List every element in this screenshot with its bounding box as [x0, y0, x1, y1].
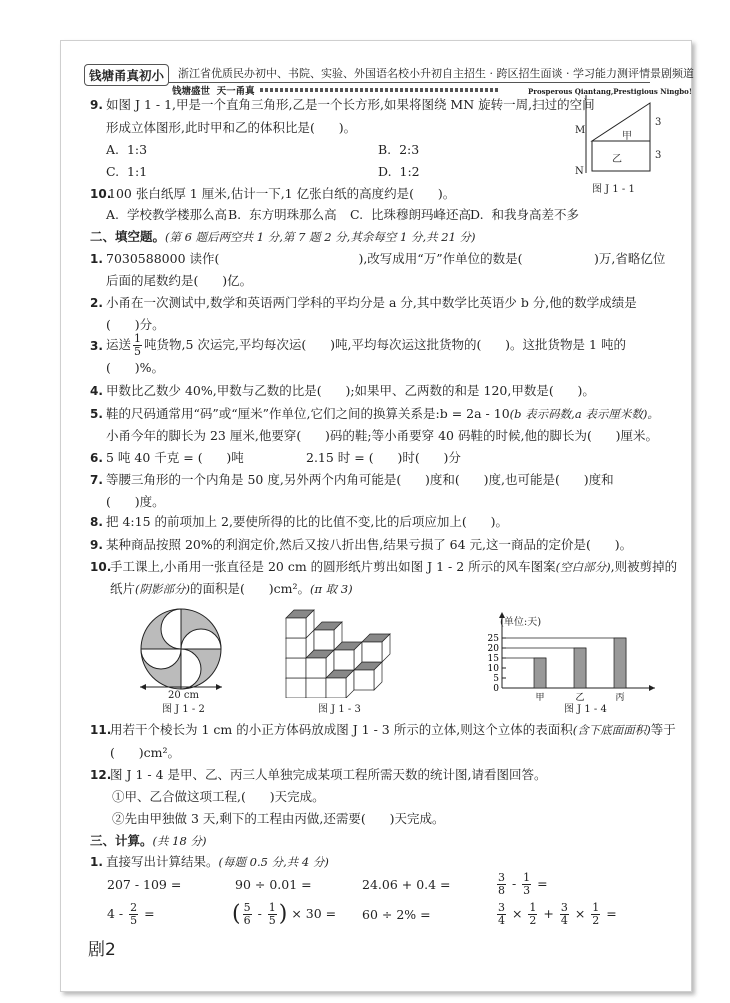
- header-title: 浙江省优质民办初中、书院、实验、外国语名校小升初自主招生 · 跨区招生面谈 · 学习能力测评情景剧频道: [178, 67, 694, 80]
- f1-text-2: 后面的尾数约是( )亿。: [106, 273, 253, 288]
- q9-option-d: D. 1:2: [378, 164, 420, 179]
- fig1-label-m: M: [575, 125, 586, 136]
- section-3-note: (共 18 分): [152, 834, 207, 848]
- numerator: 1: [529, 901, 537, 914]
- calc-1: 207 - 109 =: [107, 877, 182, 892]
- f1-text: 7030588000 读作( ),改写成用“万”作单位的数是( )万,省略亿位: [106, 251, 666, 266]
- f5-note: (b 表示码数,a 表示厘米数)。: [509, 407, 659, 421]
- y-tick-label: 0: [493, 684, 499, 694]
- x-tick-label: 乙: [575, 693, 585, 703]
- fig1-side-2: 3: [655, 150, 662, 161]
- calc-7: 60 ÷ 2% =: [362, 907, 431, 922]
- figure-j1-3-cubes: [280, 608, 404, 698]
- numerator: 3: [498, 871, 505, 884]
- q10-option-c: C. 比珠穆朗玛峰还高: [350, 207, 472, 222]
- section-2-title: 二、填空题。: [90, 229, 166, 244]
- page-number: 剧2: [88, 940, 116, 960]
- chart-title: (单位:天): [500, 617, 542, 628]
- f10-main: 手工课上,小甬用一张直径是 20 cm 的圆形纸片剪出如图 J 1 - 2 所示的风车图案: [110, 559, 556, 574]
- f10-l2a: 纸片: [110, 581, 136, 596]
- bar-guide: [502, 638, 626, 688]
- f7-text-2: ( )度。: [106, 494, 165, 509]
- f7-number: 7.: [90, 473, 103, 487]
- c1-number: 1.: [90, 855, 103, 869]
- f11-note: (含下底面面积): [572, 723, 651, 737]
- f10-note-3: (π 取 3): [309, 582, 353, 596]
- x-axis-arrow: [649, 685, 655, 691]
- f3-fraction: [133, 333, 142, 358]
- f3-post: 吨货物,5 次运完,平均每次运( )吨,平均每次运这批货物的( )。这批货物是 1 吨的: [144, 337, 626, 352]
- f7-text: 等腰三角形的一个内角是 50 度,另外两个内角可能是( )度和( )度,也可能是( )度和: [106, 472, 614, 487]
- q10-option-b: B. 东方明珠那么高: [228, 207, 337, 222]
- calc-8: [495, 896, 617, 932]
- denominator: 5: [268, 914, 276, 927]
- header-logo: 钱塘甬真初小: [84, 64, 169, 86]
- y-tick-label: 25: [487, 634, 499, 644]
- f12-number: 12.: [90, 768, 112, 782]
- f3-text: [106, 330, 626, 360]
- f11-text-2: ( )cm²。: [110, 745, 180, 760]
- c1-note: (每题 0.5 分,共 4 分): [218, 855, 329, 869]
- figure-j1-2-pinwheel: [138, 607, 224, 691]
- bar: [574, 648, 586, 688]
- f6-part-a: 5 吨 40 千克 = ( )吨: [106, 450, 244, 465]
- q10-number: 10.: [90, 187, 112, 201]
- f5-text-2: 小甬今年的脚长为 23 厘米,他要穿( )码的鞋;等小甬要穿 40 码鞋的时候,他的脚长为( )厘米。: [106, 428, 659, 443]
- f4-number: 4.: [90, 384, 103, 398]
- f10-text-2: [110, 581, 353, 597]
- f12-sub-1: ①甲、乙合做这项工程,( )天完成。: [112, 789, 325, 804]
- f9-number: 9.: [90, 538, 103, 552]
- f10-number: 10.: [90, 560, 112, 574]
- f9-text: 某种商品按照 20%的利润定价,然后又按八折出售,结果亏损了 64 元,这一商品的定价是( )。: [106, 537, 633, 552]
- numerator: 5: [243, 901, 251, 914]
- numerator: 1: [268, 901, 276, 914]
- f6-number: 6.: [90, 451, 103, 465]
- fig1-label-jia: 甲: [622, 131, 632, 142]
- calc-2: 90 ÷ 0.01 =: [235, 877, 312, 892]
- q10-option-d: D. 和我身高差不多: [470, 207, 579, 222]
- q9-option-c: C. 1:1: [106, 164, 148, 179]
- section-2-heading: [90, 229, 476, 245]
- fig1-caption: 图 J 1 - 1: [592, 184, 635, 195]
- f10-l2b: 的面积是( )cm²。: [190, 581, 310, 596]
- equals: =: [533, 876, 548, 891]
- fig1-side-1: 3: [655, 117, 662, 128]
- q9-option-b: B. 2:3: [378, 142, 420, 157]
- f3-text-2: ( )%。: [106, 360, 164, 375]
- q10-text: 100 张白纸厚 1 厘米,估计一下,1 亿张白纸的高度约是( )。: [108, 186, 456, 201]
- f11-text: [110, 722, 676, 738]
- q10-option-a: A. 学校教学楼那么高: [106, 207, 227, 222]
- numerator: 3: [560, 901, 568, 914]
- y-tick-label: 20: [487, 644, 499, 654]
- f3-pre: 运送: [106, 337, 132, 352]
- f5-text: [106, 406, 659, 422]
- denominator: 4: [560, 914, 568, 927]
- f11-main: 用若干个棱长为 1 cm 的小正方体码放成图 J 1 - 3 所示的立体,则这个立体的表面积: [110, 722, 573, 737]
- numerator: 1: [134, 332, 142, 345]
- y-tick-label: 15: [487, 654, 499, 664]
- q9-option-a: A. 1:3: [106, 142, 148, 157]
- section-3-title: 三、计算。: [90, 833, 153, 848]
- cube: [314, 622, 342, 650]
- numerator: 2: [130, 901, 138, 914]
- x-tick-label: 甲: [535, 693, 545, 703]
- q9-number: 9.: [90, 98, 103, 112]
- f8-text: 把 4:15 的前项加上 2,要使所得的比的比值不变,比的后项应加上( )。: [106, 514, 508, 529]
- pre: 4 -: [107, 906, 128, 921]
- c1-text: [106, 854, 329, 870]
- denominator: 8: [498, 884, 505, 897]
- f10-note: (空白部分): [555, 560, 611, 574]
- f6-part-b: 2.15 时 = ( )时( )分: [306, 450, 461, 465]
- fig1-label-yi: 乙: [612, 154, 622, 165]
- bar: [614, 638, 626, 688]
- section-2-note: (第 6 题后两空共 1 分,第 7 题 2 分,其余每空 1 分,共 21 分): [165, 230, 476, 244]
- f2-number: 2.: [90, 296, 103, 310]
- fig2-caption: 图 J 1 - 2: [162, 704, 205, 715]
- f11-tail: 等于: [650, 722, 676, 737]
- numerator: 3: [498, 901, 505, 914]
- y-tick-label: 5: [493, 674, 499, 684]
- f10-tail: ,则被剪掉的: [610, 559, 678, 574]
- denominator: 5: [134, 345, 142, 358]
- header-rule: [168, 82, 650, 83]
- header-slogan-en: Prosperous Qiantang,Prestigious Ningbo!: [528, 87, 692, 96]
- header-slogan: 钱塘盛世 天一甬真: [172, 86, 255, 97]
- cube: [286, 610, 314, 638]
- equals: =: [140, 906, 155, 921]
- denominator: 5: [130, 914, 138, 927]
- denominator: 3: [523, 884, 531, 897]
- operator: -: [508, 876, 521, 891]
- calc-5: [107, 896, 155, 932]
- f2-text: 小甬在一次测试中,数学和英语两门学科的平均分是 a 分,其中数学比英语少 b 分,他的数学成绩是: [106, 295, 637, 310]
- cube: [362, 634, 390, 662]
- f11-number: 11.: [90, 723, 112, 737]
- fig2-dimension: 20 cm: [168, 690, 199, 701]
- fig1-label-n: N: [575, 166, 584, 177]
- operator: +: [539, 906, 558, 921]
- header-dash-band: [260, 88, 500, 92]
- fig4-caption: 图 J 1 - 4: [564, 704, 607, 715]
- calc-6: ( $\frac{5}{6}$ - $\frac{1}{5}$ ) × 30 =: [232, 901, 337, 927]
- x-tick-label: 丙: [615, 693, 625, 703]
- q9-text: 如图 J 1 - 1,甲是一个直角三角形,乙是一个长方形,如果将图绕 MN 旋转一周,扫过的空间: [106, 97, 595, 112]
- numerator: 1: [592, 901, 600, 914]
- equals: =: [602, 906, 617, 921]
- operator: ×: [570, 906, 590, 921]
- f10-note-2: (阴影部分): [135, 582, 190, 596]
- f5-number: 5.: [90, 407, 103, 421]
- post: × 30 =: [287, 906, 337, 921]
- f12-sub-2: ②先由甲独做 3 天,剩下的工程由丙做,还需要( )天完成。: [112, 811, 445, 826]
- f10-text: [110, 559, 677, 575]
- f8-number: 8.: [90, 515, 103, 529]
- operator: -: [253, 906, 266, 921]
- calc-3: 24.06 + 0.4 =: [362, 877, 451, 892]
- y-tick-label: 10: [487, 664, 499, 674]
- section-3-heading: [90, 833, 206, 849]
- f3-number: 3.: [90, 339, 103, 353]
- denominator: 4: [498, 914, 505, 927]
- q9-text-2: 形成立体图形,此时甲和乙的体积比是( )。: [106, 120, 357, 135]
- f2-text-2: ( )分。: [106, 317, 165, 332]
- fig3-caption: 图 J 1 - 3: [318, 704, 361, 715]
- denominator: 2: [592, 914, 600, 927]
- f12-text: 图 J 1 - 4 是甲、乙、丙三人单独完成某项工程所需天数的统计图,请看图回答。: [110, 767, 547, 782]
- bar: [534, 658, 546, 688]
- operator: ×: [508, 906, 527, 921]
- c1-main: 直接写出计算结果。: [106, 854, 219, 869]
- f1-number: 1.: [90, 252, 103, 266]
- f5-main: 鞋的尺码通常用“码”或“厘米”作单位,它们之间的换算关系是:b = 2a - 10: [106, 406, 510, 421]
- f4-text: 甲数比乙数少 40%,甲数与乙数的比是( );如果甲、乙两数的和是 120,甲数是( )。: [106, 383, 595, 398]
- denominator: 2: [529, 914, 537, 927]
- denominator: 6: [243, 914, 251, 927]
- numerator: 1: [523, 871, 531, 884]
